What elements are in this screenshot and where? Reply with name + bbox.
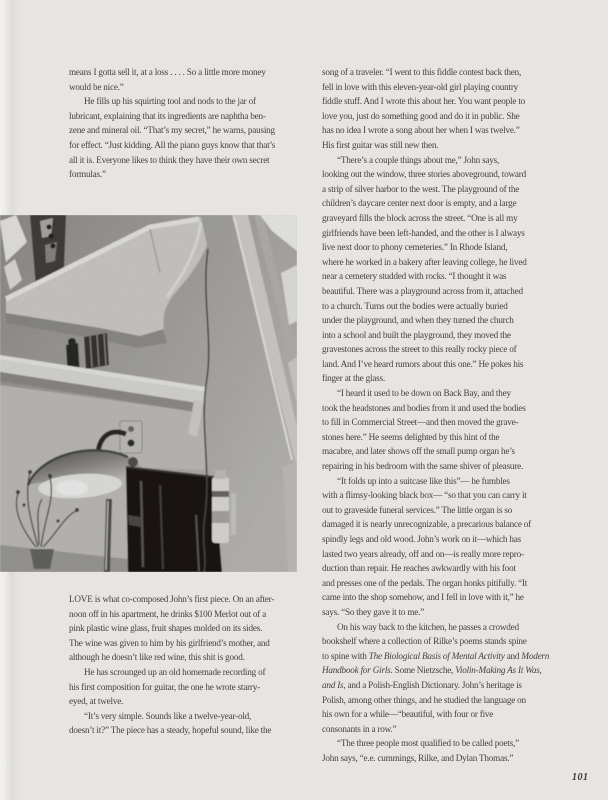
paragraph: LOVE is what co-composed John’s first piece. On an after- noon off in his apartment, he drinks $100 Merlot out of a pink plastic wine glass, fruit shapes molded on its sides. The wine was given to him by his girlfriend’s mother, and although he doesn’t like red wine, this shit is good. — [69, 594, 275, 663]
left-column-top — [69, 65, 301, 182]
paragraph: “There’s a couple things about me,” John says, looking out the window, three stories aboveground, toward a strip of silver harbor to the west. The playground of the children’s daycare center next door is empty, and a large graveyard fills the block across the street. “One is all my girlfriends have been left-handed, and the other is I always live next door to phony cemeteries.” In Rhode Island, where he worked in a bakery after leaving college, he lived near a cemetery studded with rocks. “I thought it was beautiful. There was a playground across from it, attached to a church. Turns out the bodies were actually buried under the playground, and when they turned the church into a school and built the playground, they moved the gravestones across the street to this really rocky piece of land. And I’ve heard rumors about this one.” He pokes his finger at the glass. — [322, 154, 527, 384]
photo-artwork — [0, 215, 297, 572]
paragraph: “It folds up into a suitcase like this”— he fumbles with a flimsy-looking black box— “so that you can carry it out to graveside funeral services.” The little organ is so damaged it is nearly unrecognizable, a precarious balance of spindly legs and old wood. John’s work on it—which has lasted two years already, off and on—is really more repro- duction than repair. He reaches awkwardly with his foot and presses one of the pedals. The organ honks pitifully. “It came into the shop somehow, and I fell in love with it,” he says. “So they gave it to me.” — [322, 475, 531, 617]
paragraph: means I gotta sell it, at a loss . . . . So a little more money would be nice.” — [69, 67, 266, 92]
paragraph: song of a traveler. “I went to this fiddle contest back then, fell in love with this eleven-year-old girl playing country fiddle stuff. And I wrote this about her. You want people to love you, just do something good and do it in public. She has no idea I wrote a song about her when I was twelve.” His first guitar was still new then. — [322, 67, 526, 150]
paragraph: “It’s very simple. Sounds like a twelve-year-old, doesn’t it?” The piece has a steady, hopeful sound, like the — [69, 710, 272, 736]
interior-photograph — [0, 215, 297, 572]
page-number: 101 — [572, 772, 589, 783]
paragraph: He fills up his squirting tool and nods to the jar of lubricant, explaining that its ingredients are naphtha ben- zene and mineral oil. “That’s my secret,” he warns, pausing for effect. “Just kidding. All the piano guys know that that’s all it is. Everyone likes to think they have their own secret formulas.” — [69, 96, 276, 180]
paragraph: He has scrounged up an old homemade recording of his first composition for guitar, the one he wrote starry- eyed, at twelve. — [69, 666, 266, 707]
paragraph: “The three people most qualified to be called poets,” John says, “e.e. cummings, Rilke, and Dylan Thomas.” — [322, 738, 519, 763]
paragraph: “I heard it used to be down on Back Bay, and they took the headstones and bodies from it and used the bodies to fill in Commercial Street—and then moved the grave- stones here.” He seems delighted by this hint of the macabre, and later shows off the small pump organ he’s repairing in his bedroom with the same shiver of pleasure. — [322, 388, 526, 472]
film-grain — [0, 215, 297, 572]
paragraph: On his way back to the kitchen, he passes a crowded bookshelf where a collection of Rilke’s poems stands spine to spine with The Biological Basis of Mental Activity and Modern Handbook for Girls. Some Nietzsche, Violin-Making As It Was, and Is, and a Polish-English Dictionary. John’s heritage is Polish, among other things, and he studied the language on his own for a while—“beautiful, with four or five consonants in a row.” — [322, 621, 550, 734]
left-column-bottom — [69, 592, 301, 738]
right-column — [322, 65, 555, 766]
